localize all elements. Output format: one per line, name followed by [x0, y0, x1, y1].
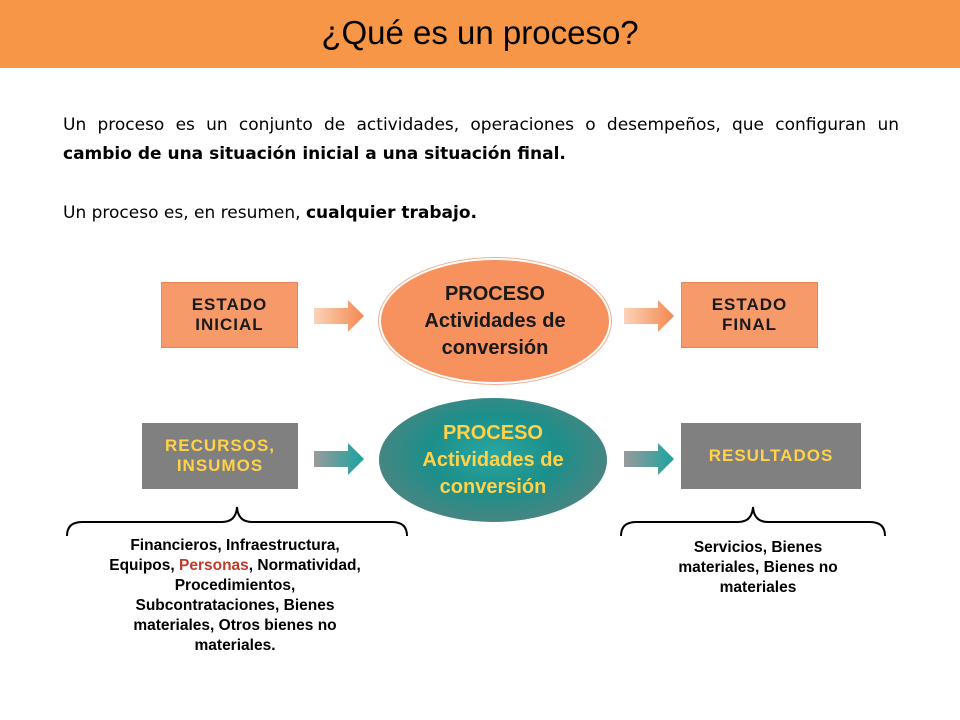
arrow-right-icon [314, 441, 364, 477]
resources-box [142, 423, 298, 489]
definition-bold-text: cambio de una situación inicial a una situación final. [63, 144, 566, 164]
arrow-right-icon [314, 298, 364, 334]
outputs-line1: Servicios, Bienes [693, 539, 823, 556]
resources-line2: INSUMOS [176, 456, 264, 475]
summary-text: Un proceso es, en resumen, [63, 203, 306, 223]
process-line2: Actividades de [424, 309, 566, 332]
inputs-line2-start: Equipos, [109, 557, 179, 574]
outputs-line2: materiales, Bienes no [678, 559, 838, 576]
page-title: ¿Qué es un proceso? [321, 14, 639, 51]
outputs-list [628, 538, 888, 598]
process-title: PROCESO [444, 282, 545, 305]
inputs-line3: Procedimientos, [174, 577, 296, 594]
right-brace-icon [618, 504, 888, 538]
left-brace-icon [64, 504, 410, 538]
definition-paragraph [63, 111, 899, 169]
arrow-right-icon [624, 298, 674, 334]
results-box [681, 423, 861, 489]
summary-bold-text: cualquier trabajo. [305, 203, 477, 223]
initial-state-line1: ESTADO [191, 295, 268, 314]
initial-state-box [161, 282, 298, 348]
resources-line1: RECURSOS, [164, 436, 276, 455]
inputs-list [50, 536, 420, 656]
initial-state-line2: INICIAL [195, 315, 264, 334]
definition-text: Un proceso es un conjunto de actividades, operaciones o desempeños, que configuran un [63, 115, 899, 135]
inputs-line1: Financieros, Infraestructura, [130, 537, 340, 554]
personas-highlight: Personas [178, 557, 249, 574]
process-ellipse-teal [379, 398, 607, 522]
inputs-line4: Subcontrataciones, Bienes [135, 597, 335, 614]
inputs-line6: materiales. [194, 637, 276, 654]
final-state-box [681, 282, 818, 348]
process-ellipse [379, 258, 611, 384]
inputs-line2 [50, 556, 420, 576]
process-title-teal: PROCESO [442, 421, 543, 444]
outputs-line3: materiales [719, 579, 797, 596]
arrow-right-icon [624, 441, 674, 477]
process-line3: conversión [441, 336, 549, 359]
process-line2-teal: Actividades de [422, 448, 564, 471]
summary-paragraph [63, 199, 899, 228]
inputs-line5: materiales, Otros bienes no [133, 617, 337, 634]
final-state-line2: FINAL [721, 315, 778, 334]
final-state-line1: ESTADO [711, 295, 788, 314]
process-line3-teal: conversión [439, 475, 547, 498]
results-label: RESULTADOS [708, 446, 834, 465]
inputs-line2-end: , Normatividad, [248, 557, 361, 574]
